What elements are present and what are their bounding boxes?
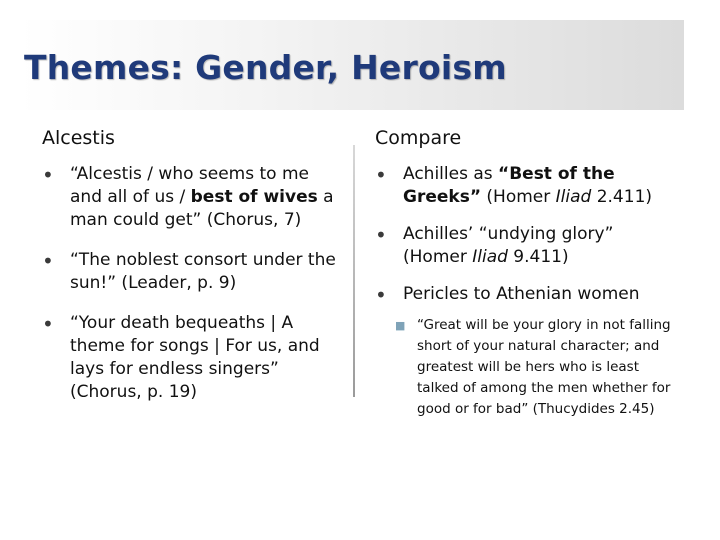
sub-bullet-list [375,315,675,420]
bullet-icon: • [42,249,54,273]
bullet-text: “The noblest consort under the sun!” (Leader, p. 9) [70,250,336,293]
bullet-icon: • [42,163,54,187]
sub-list-item [375,315,675,420]
bullet-text: Achilles’ “undying glory” (Homer Iliad 9.411) [403,224,614,267]
bullet-icon: • [375,223,387,247]
list-item [375,223,675,269]
list-item [375,163,675,209]
bullet-text: “Your death bequeaths | A theme for songs | For us, and lays for endless singers” (Chorus, p. 19) [70,313,320,402]
list-item [42,249,342,295]
bullet-text: Pericles to Athenian women [403,284,640,304]
bullet-icon: • [375,163,387,187]
right-bullet-list [375,163,675,434]
bullet-icon: • [42,312,54,336]
list-item [375,283,675,420]
slide-title: Themes: Gender, Heroism [24,48,507,87]
bullet-icon: • [375,283,387,307]
right-column-heading: Compare [375,127,462,149]
left-bullet-list [42,163,342,421]
bullet-text: “Alcestis / who seems to me and all of us / best of wives a man could get” (Chorus, 7) [70,164,334,230]
bullet-text: Achilles as “Best of the Greeks” (Homer Iliad 2.411) [403,164,653,207]
left-column-heading: Alcestis [42,127,115,149]
list-item [42,312,342,404]
sub-bullet-icon: ■ [395,319,406,332]
list-item [42,163,342,232]
column-divider [353,145,355,397]
quote-text: “Great will be your glory in not falling short of your natural character; and greatest will be hers who is least talked of among the men whether for good or for bad” (Thucydides 2.45) [417,317,671,417]
